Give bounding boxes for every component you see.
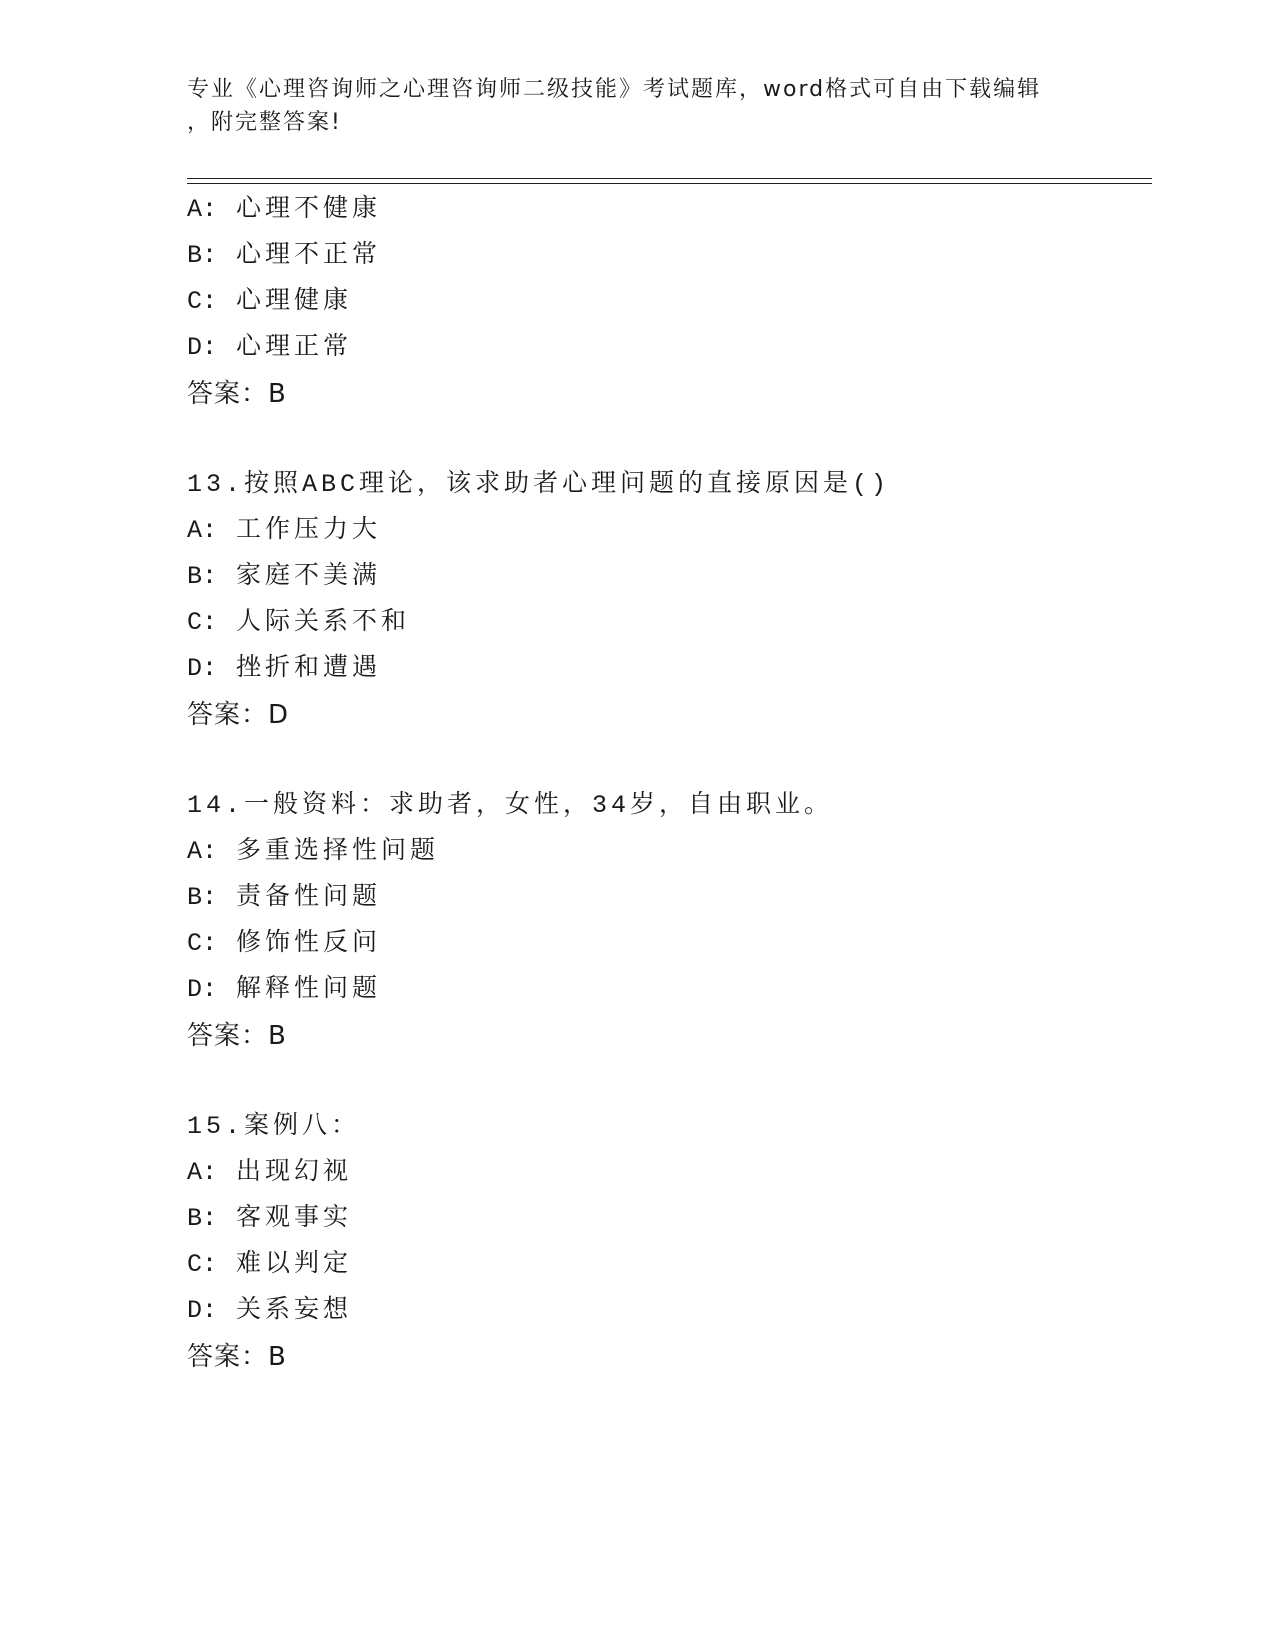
option-label: B: (187, 562, 218, 591)
option-label: D: (187, 333, 218, 362)
option-text: 难以判定 (236, 1250, 353, 1279)
option-label: C: (187, 287, 218, 316)
option-a (187, 187, 1147, 233)
header-title-line-1: 专业《心理咨询师之心理咨询师二级技能》考试题库，word格式可自由下载编辑 (187, 77, 1042, 102)
option-c (187, 279, 1147, 325)
option-label: C: (187, 1250, 218, 1279)
option-c (187, 1242, 1147, 1288)
option-a (187, 508, 1147, 554)
answer-line: 答案：B (187, 379, 287, 409)
header-divider-bottom (187, 183, 1152, 184)
question-title: 13.按照ABC理论，该求助者心理问题的直接原因是() (187, 470, 891, 499)
option-text: 解释性问题 (236, 975, 382, 1004)
option-c (187, 921, 1147, 967)
question-block-13 (187, 462, 1147, 738)
option-d (187, 646, 1147, 692)
option-label: B: (187, 1204, 218, 1233)
document-header (187, 73, 1087, 139)
spacer (187, 738, 1147, 783)
option-label: B: (187, 883, 218, 912)
option-text: 家庭不美满 (236, 562, 382, 591)
option-label: A: (187, 195, 218, 224)
option-text: 人际关系不和 (236, 608, 411, 637)
option-label: D: (187, 1296, 218, 1325)
question-block-15 (187, 1104, 1147, 1380)
option-b (187, 233, 1147, 279)
option-d (187, 967, 1147, 1013)
option-text: 关系妄想 (236, 1296, 353, 1325)
option-text: 责备性问题 (236, 883, 382, 912)
option-b (187, 554, 1147, 600)
header-divider-top (187, 178, 1152, 179)
option-text: 工作压力大 (236, 516, 382, 545)
option-text: 心理正常 (236, 333, 353, 362)
spacer (187, 1059, 1147, 1104)
option-text: 心理不正常 (236, 241, 382, 270)
header-title-line-2: ，附完整答案! (187, 110, 342, 135)
answer-line: 答案：D (187, 700, 290, 730)
option-c (187, 600, 1147, 646)
option-a (187, 1150, 1147, 1196)
option-b (187, 875, 1147, 921)
option-d (187, 1288, 1147, 1334)
question-title: 14.一般资料：求助者，女性，34岁，自由职业。 (187, 791, 834, 820)
answer-line: 答案：B (187, 1342, 287, 1372)
question-title: 15.案例八： (187, 1112, 361, 1141)
option-text: 出现幻视 (236, 1158, 353, 1187)
option-label: A: (187, 516, 218, 545)
option-b (187, 1196, 1147, 1242)
option-a (187, 829, 1147, 875)
option-label: C: (187, 608, 218, 637)
option-d (187, 325, 1147, 371)
option-label: A: (187, 837, 218, 866)
option-text: 心理健康 (236, 287, 353, 316)
question-block-14 (187, 783, 1147, 1059)
option-text: 挫折和遭遇 (236, 654, 382, 683)
answer-line: 答案：B (187, 1021, 287, 1051)
option-label: D: (187, 975, 218, 1004)
question-block-12 (187, 187, 1147, 417)
option-label: A: (187, 1158, 218, 1187)
option-label: D: (187, 654, 218, 683)
question-list (187, 187, 1147, 1380)
spacer (187, 417, 1147, 462)
option-text: 心理不健康 (236, 195, 382, 224)
option-text: 修饰性反问 (236, 929, 382, 958)
option-label: C: (187, 929, 218, 958)
option-text: 多重选择性问题 (236, 837, 440, 866)
option-label: B: (187, 241, 218, 270)
option-text: 客观事实 (236, 1204, 353, 1233)
